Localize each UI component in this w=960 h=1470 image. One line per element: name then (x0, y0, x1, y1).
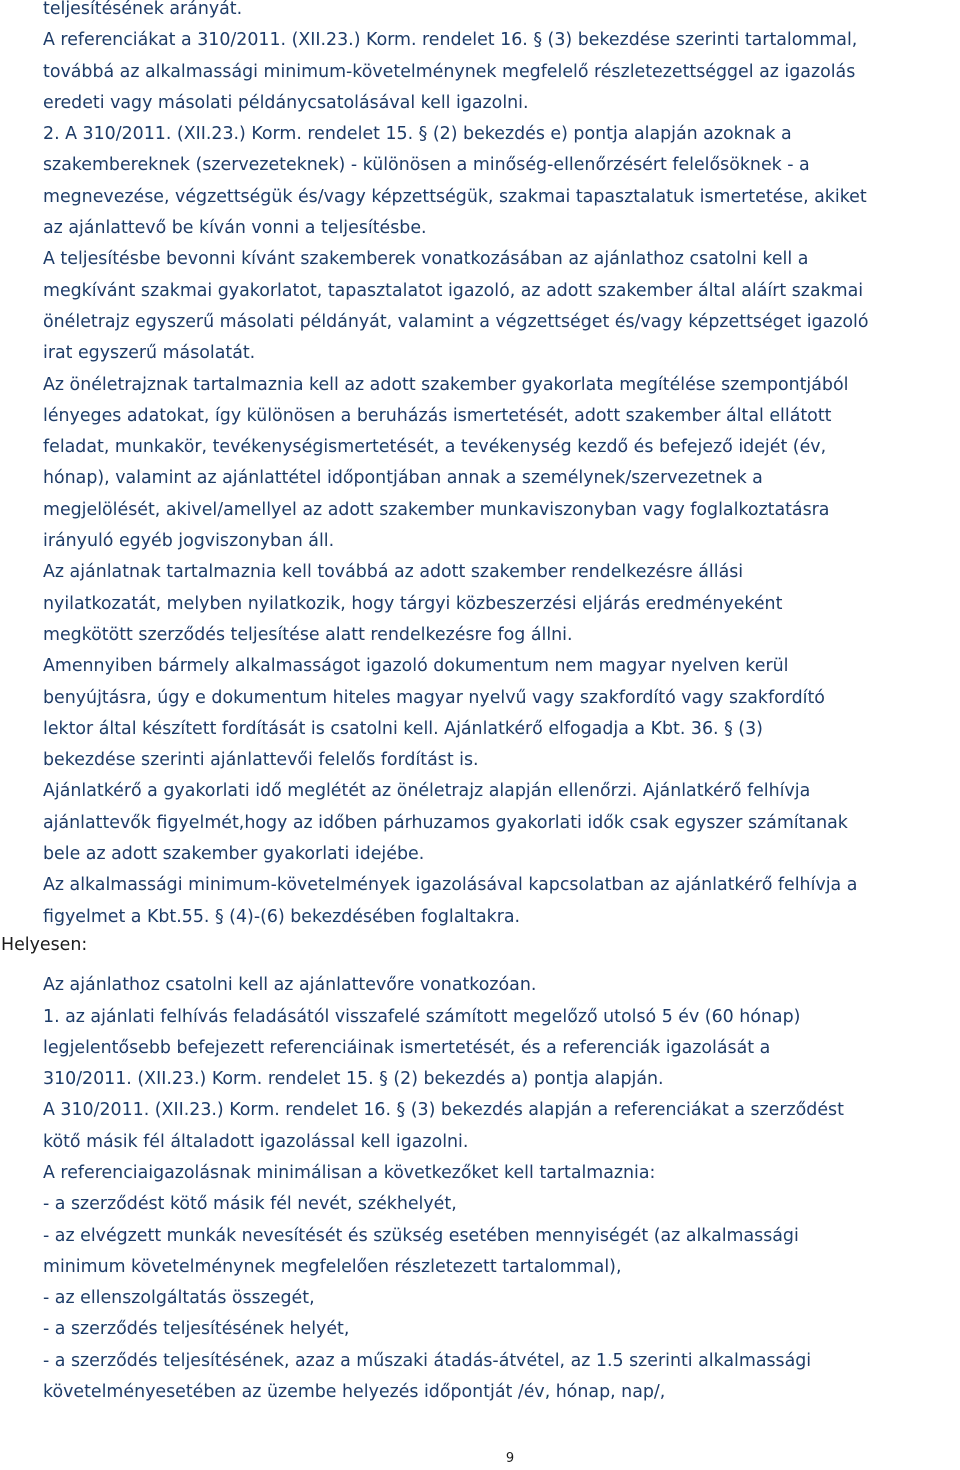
text-line: Az ajánlatnak tartalmaznia kell továbbá az adott szakember rendelkezésre állási (43, 562, 744, 583)
text-line: 1. az ajánlati felhívás feladásától visszafelé számított megelőző utolsó 5 év (60 hónap) (43, 1006, 801, 1027)
text-line: Az önéletrajznak tartalmaznia kell az adott szakember gyakorlata megítélése szempontjából (43, 374, 849, 395)
text-line: továbbá az alkalmassági minimum-követelménynek megfelelő részletezettséggel az igazolás (43, 61, 856, 82)
text-line: A 310/2011. (XII.23.) Korm. rendelet 16. § (3) bekezdés alapján a referenciákat a szerződést (43, 1100, 844, 1121)
text-line: benyújtásra, úgy e dokumentum hiteles magyar nyelvű vagy szakfordító vagy szakfordító (43, 687, 825, 708)
text-line: - az ellenszolgáltatás összegét, (43, 1288, 315, 1309)
text-line: megkötött szerződés teljesítése alatt rendelkezésre fog állni. (43, 624, 573, 645)
text-line: Az ajánlathoz csatolni kell az ajánlattevőre vonatkozóan. (43, 975, 537, 996)
text-line: bekezdése szerinti ajánlattevői felelős fordítást is. (43, 750, 479, 771)
text-line: ajánlattevők figyelmét,hogy az időben párhuzamos gyakorlati idők csak egyszer számítanak (43, 812, 848, 833)
text-line: teljesítésének arányát. (43, 0, 243, 19)
text-line: lényeges adatokat, így különösen a beruházás ismertetését, adott szakember által ellátott (43, 405, 832, 426)
lines-before (43, 0, 958, 933)
text-line: eredeti vagy másolati példánycsatolásával kell igazolni. (43, 92, 529, 113)
text-line: hónap), valamint az ajánlattétel időpontjában annak a személynek/szervezetnek a (43, 468, 763, 489)
text-line: minimum követelménynek megfelelően részletezett tartalommal), (43, 1256, 622, 1277)
text-line: az ajánlattevő be kíván vonni a teljesítésbe. (43, 218, 427, 239)
text-line: feladat, munkakör, tevékenységismertetését, a tevékenység kezdő és befejező idejét (év, (43, 437, 827, 458)
text-line: nyilatkozatát, melyben nyilatkozik, hogy tárgyi közbeszerzési eljárás eredményeként (43, 593, 783, 614)
text-line: megkívánt szakmai gyakorlatot, tapasztalatot igazoló, az adott szakember által aláírt szakmai (43, 280, 864, 301)
text-line: Ajánlatkérő a gyakorlati idő meglétét az önéletrajz alapján ellenőrzi. Ajánlatkérő felhívja (43, 781, 811, 802)
text-line: figyelmet a Kbt.55. § (4)-(6) bekezdésében foglaltakra. (43, 906, 521, 927)
text-line: A referenciákat a 310/2011. (XII.23.) Korm. rendelet 16. § (3) bekezdése szerinti tartalommal, (43, 30, 858, 51)
text-line: - a szerződés teljesítésének helyét, (43, 1319, 350, 1340)
text-line: A referenciaigazolásnak minimálisan a következőket kell tartalmaznia: (43, 1162, 656, 1183)
text-line: - a szerződés teljesítésének, azaz a műszaki átadás-átvétel, az 1.5 szerinti alkalmassági (43, 1350, 812, 1371)
text-line: megnevezése, végzettségük és/vagy képzettségük, szakmai tapasztalatuk ismertetése, akiket (43, 186, 867, 207)
text-line: bele az adott szakember gyakorlati idejébe. (43, 844, 425, 865)
section-label: Helyesen: (1, 934, 88, 955)
text-line: legjelentősebb befejezett referenciáinak ismertetését, és a referenciák igazolását a (43, 1037, 771, 1058)
text-line: megjelölését, akivel/amellyel az adott szakember munkaviszonyban vagy foglalkoztatásra (43, 499, 830, 520)
page-number: 9 (505, 1451, 515, 1466)
text-line: A teljesítésbe bevonni kívánt szakemberek vonatkozásában az ajánlathoz csatolni kell a (43, 249, 809, 270)
text-line: irányuló egyéb jogviszonyban áll. (43, 531, 335, 552)
text-line: Amennyiben bármely alkalmasságot igazoló dokumentum nem magyar nyelven kerül (43, 656, 789, 677)
text-line: lektor által készített fordítását is csatolni kell. Ajánlatkérő elfogadja a Kbt. 36. § (3) (43, 718, 763, 739)
text-line: követelményesetében az üzembe helyezés időpontját /év, hónap, nap/, (43, 1382, 666, 1403)
text-line: kötő másik fél általadott igazolással kell igazolni. (43, 1131, 469, 1152)
text-line: - az elvégzett munkák nevesítését és szükség esetében mennyiségét (az alkalmassági (43, 1225, 799, 1246)
text-line: önéletrajz egyszerű másolati példányát, valamint a végzettséget és/vagy képzettséget igazoló (43, 311, 869, 332)
text-line: 310/2011. (XII.23.) Korm. rendelet 15. § (2) bekezdés a) pontja alapján. (43, 1069, 664, 1090)
text-line: Az alkalmassági minimum-követelmények igazolásával kapcsolatban az ajánlatkérő felhívja a (43, 875, 858, 896)
text-line: - a szerződést kötő másik fél nevét, székhelyét, (43, 1194, 457, 1215)
document-body (1, 0, 958, 1408)
text-line: 2. A 310/2011. (XII.23.) Korm. rendelet 15. § (2) bekezdés e) pontja alapján azoknak a (43, 124, 792, 145)
text-line: szakembereknek (szervezeteknek) - különösen a minőség-ellenőrzésért felelősöknek - a (43, 155, 810, 176)
lines-after (43, 970, 958, 1408)
text-line: irat egyszerű másolatát. (43, 343, 256, 364)
